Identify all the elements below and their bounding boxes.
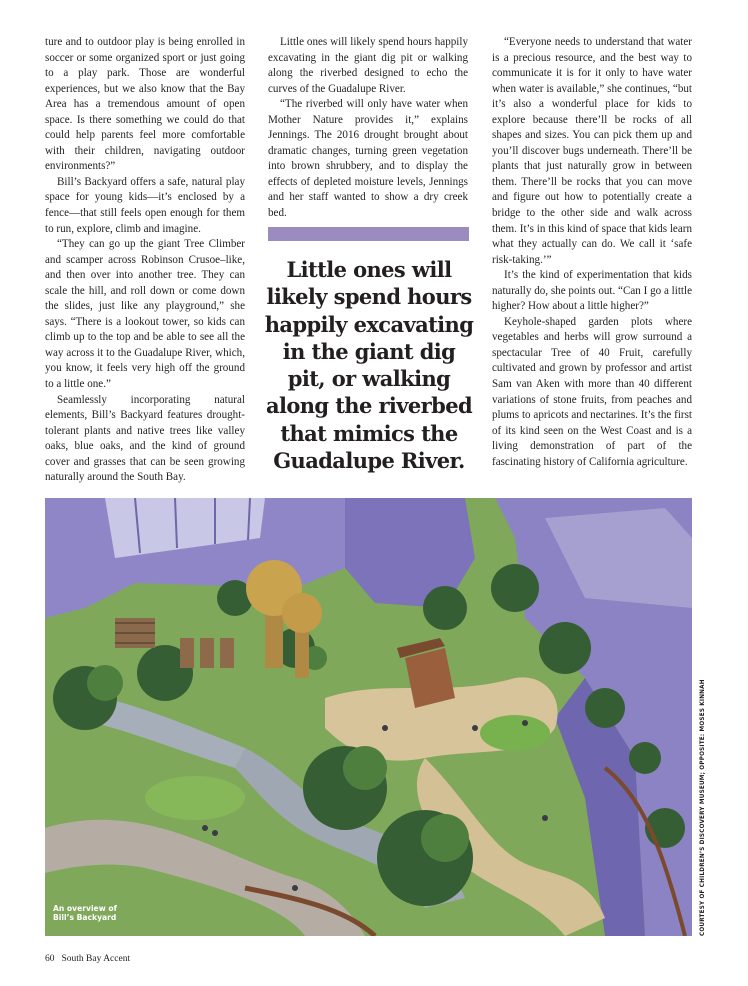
paragraph: “They can go up the giant Tree Climber and scamper across Robinson Crusoe–like, and then over into another tree. They can scale the hill, and roll down or come down the slides, just like any playground,” she says. “There is a lookout tower, so kids can climb up to the top and be able to see all the way across it to the Guadalupe River, which, you know, it feels very high off the ground to a little one.” [45,238,245,391]
pull-quote-accent-bar [268,227,469,241]
article-column-1 [45,35,245,486]
publication-name: South Bay Accent [61,954,131,964]
watercolor-aerial-view [45,498,692,936]
paragraph: Keyhole-shaped garden plots where vegetables and herbs will grow surround a spectacular Tree of 40 Fruit, carefully cultivated and grown by professor and artist Sam van Aken with more than 40 different variations of stone fruits, from peaches and plums to apricots and nectarines. It’s the first of its kind seen on the West Coast and is a living demonstration of part of the fascinating history of California agriculture. [492,315,692,468]
image-caption: An overview of Bill’s Backyard [53,904,117,922]
paragraph: “Everyone needs to understand that water is a precious resource, and the best way to communicate it is for it only to have water when water is available,” she continues, “but it’s also a wonderful place for kids to explore because there’ll be rocks of all shapes and sizes. You can pick them up and you’ll discover bugs underneath. There’ll be plants that just naturally grow in between them. There’ll be rocks that you can move and figure out how to potentially create a bridge to the other side and walk across them. It’s in this kind of space that kids learn what they actually can do. We call it ‘safe risk-taking.’” [492,36,692,266]
page-footer [45,954,137,964]
article-column-3 [492,35,692,470]
backyard-overview-illustration [45,498,692,936]
paragraph: ture and to outdoor play is being enrolled in soccer or some organized sport or just going to a play park. Those are wonderful experiences, but we also know that the Bay Area has a tremendous amount of open space. Is there something we could do that could help parents feel more comfortable with their children, navigating outdoor environments?” [45,36,245,173]
paragraph: “The riverbed will only have water when Mother Nature provides it,” explains Jennings. The 2016 drought brought about dramatic changes, turning green vegetation into brown shrubbery, and to display the effects of depleted moisture levels, Jennings and her staff wanted to show a dry creek bed. [268,98,468,220]
page-number: 60 [45,954,55,964]
paragraph: It’s the kind of experimentation that kids naturally do, she points out. “Can I go a little higher? How about a little higher?” [492,269,692,313]
paragraph: Bill’s Backyard offers a safe, natural play space for young kids—it’s enclosed by a fence—that still feels open enough for them to run, explore, climb and imagine. [45,175,245,235]
pull-quote: Little ones will likely spend hours happily excavating in the giant dig pit, or walking along the riverbed that mimics the Guadalupe River. [264,257,474,474]
article-column-2 [268,35,468,222]
paragraph: Little ones will likely spend hours happily excavating in the giant dig pit or walking along the riverbed designed to echo the curves of the Guadalupe River. [268,36,468,95]
photo-credit: COURTESY OF CHILDREN’S DISCOVERY MUSEUM; OPPOSITE: MOSES KINNAH [700,679,706,936]
paragraph: Seamlessly incorporating natural elements, Bill’s Backyard features drought-tolerant plants and native trees like valley oaks, blue oaks, and the kind of ground cover and grasses that can be seen growing naturally around the South Bay. [45,393,245,484]
